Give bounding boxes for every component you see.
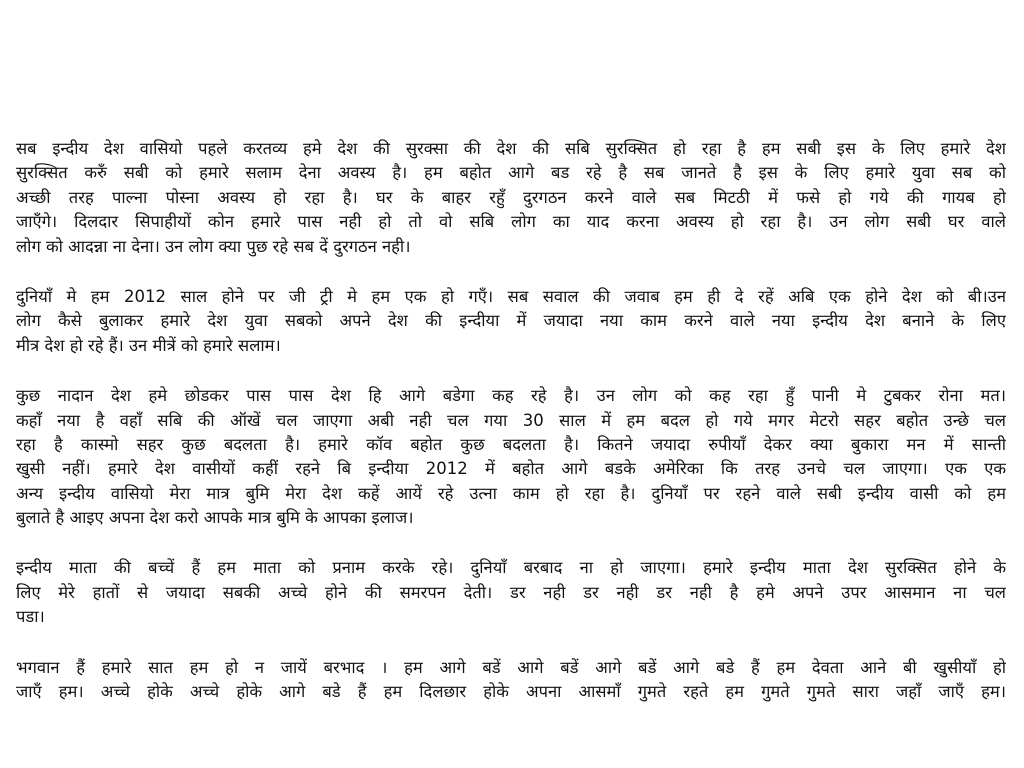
text-line: खुसी नहीं। हमारे देश वासीयों कहीं रहने बि इन्दीया 2012 में बहोत आगे बडके अमेरिका कि तरह उनचे चल जाएगा। एक एक bbox=[16, 459, 1006, 479]
text-line: इन्दीय माता की बच्चें हैं हम माता को प्रनाम करके रहे। दुनियाँ बरबाद ना हो जाएगा। हमारे इन्दीय माता देश सुरक्सित होने के bbox=[16, 558, 1006, 578]
text-line: दुनियाँ मे हम 2012 साल होने पर जी ट्री मे हम एक हो गएँ। सब सवाल की जवाब हम ही दे रहें अबि एक होने देश को बी।उन bbox=[16, 286, 1006, 306]
paragraph-3 bbox=[16, 384, 1006, 530]
text-line: सुरक्सित करुँ सबी को हमारे सलाम देना अवस्य है। हम बहोत आगे बड रहे है सब जानते है इस के लिए हमारे युवा सब को bbox=[16, 163, 1006, 183]
text-line: सब इन्दीय देश वासियो पहले करतव्य हमे देश की सुरक्सा की देश की सबि सुरक्सित हो रहा है हम सबी इस के लिए हमारे देश bbox=[16, 139, 1006, 158]
text-line: लिए मेरे हातों से जयादा सबकी अच्चे होने की समरपन देती। डर नही डर नही डर नही है हमे अपने उपर आसमान ना चल bbox=[16, 582, 1006, 602]
text-line: अन्य इन्दीय वासियो मेरा मात्र बुमि मेरा देश कहें आयें रहे उत्ना काम हो रहा है। दुनियाँ पर रहने वाले सबी इन्दीय वासी को हम bbox=[16, 483, 1006, 503]
paragraph-1 bbox=[16, 137, 1006, 259]
text-line: भगवान हैं हमारे सात हम हो न जायें बरभाद । हम आगे बडें आगे बडें आगे बडें आगे बडे हैं हम देवता आने बी खुसीयाँ हो bbox=[16, 657, 1006, 677]
text-line: अच्छी तरह पाल्ना पोस्ना अवस्य हो रहा है। घर के बाहर रहुँ दुरगठन करने वाले सब मिटठी में फसे हो गये की गायब हो bbox=[16, 187, 1006, 207]
text-line: लोग कैसे बुलाकर हमारे देश युवा सबको अपने देश की इन्दीया में जयादा नया काम करने वाले नया इन्दीय देश बनाने के लिए bbox=[16, 311, 1006, 331]
text-line: लोग को आदन्ना ना देना। उन लोग क्या पुछ रहे सब दें दुरगठन नही। bbox=[16, 236, 411, 256]
paragraph-4 bbox=[16, 556, 1006, 629]
paragraph-5 bbox=[16, 656, 1006, 705]
text-line: पडा। bbox=[16, 607, 45, 627]
text-line: बुलाते है आइए अपना देश करो आपके मात्र बुमि के आपका इलाज। bbox=[16, 508, 414, 528]
text-line: जाएँ हम। अच्चे होके अच्चे होके आगे बडे हैं हम दिलछार होके अपना आसमाँ गुमते रहते हम गुमते गुमते सारा जहाँ जाएँ हम। bbox=[16, 682, 1006, 702]
text-line: मीत्र देश हो रहे हैं। उन मीत्रें को हमारे सलाम। bbox=[16, 335, 281, 355]
text-line: कहाँ नया है वहाँ सबि की ऑखें चल जाएगा अबी नही चल गया 30 साल में हम बदल हो गये मगर मेटरो सहर बहोत उन्छे चल bbox=[16, 410, 1006, 430]
paragraph-2 bbox=[16, 285, 1006, 358]
document-body bbox=[16, 137, 1006, 730]
text-line: जाएँगे। दिलदार सिपाहीयों कोन हमारे पास नही हो तो वो सबि लोग का याद करना अवस्य हो रहा है। उन लोग सबी घर वाले bbox=[16, 212, 1006, 232]
text-line: रहा है कास्मो सहर कुछ बदलता है। हमारे कॉव बहोत कुछ बदलता है। कितने जयादा रुपीयाँ देकर क्या बुकारा मन में सान्ती bbox=[16, 434, 1006, 454]
text-line: कुछ नादान देश हमे छोडकर पास पास देश हि आगे बडेगा कह रहे है। उन लोग को कह रहा हुँ पानी मे टुबकर रोना मत। bbox=[16, 386, 1006, 406]
